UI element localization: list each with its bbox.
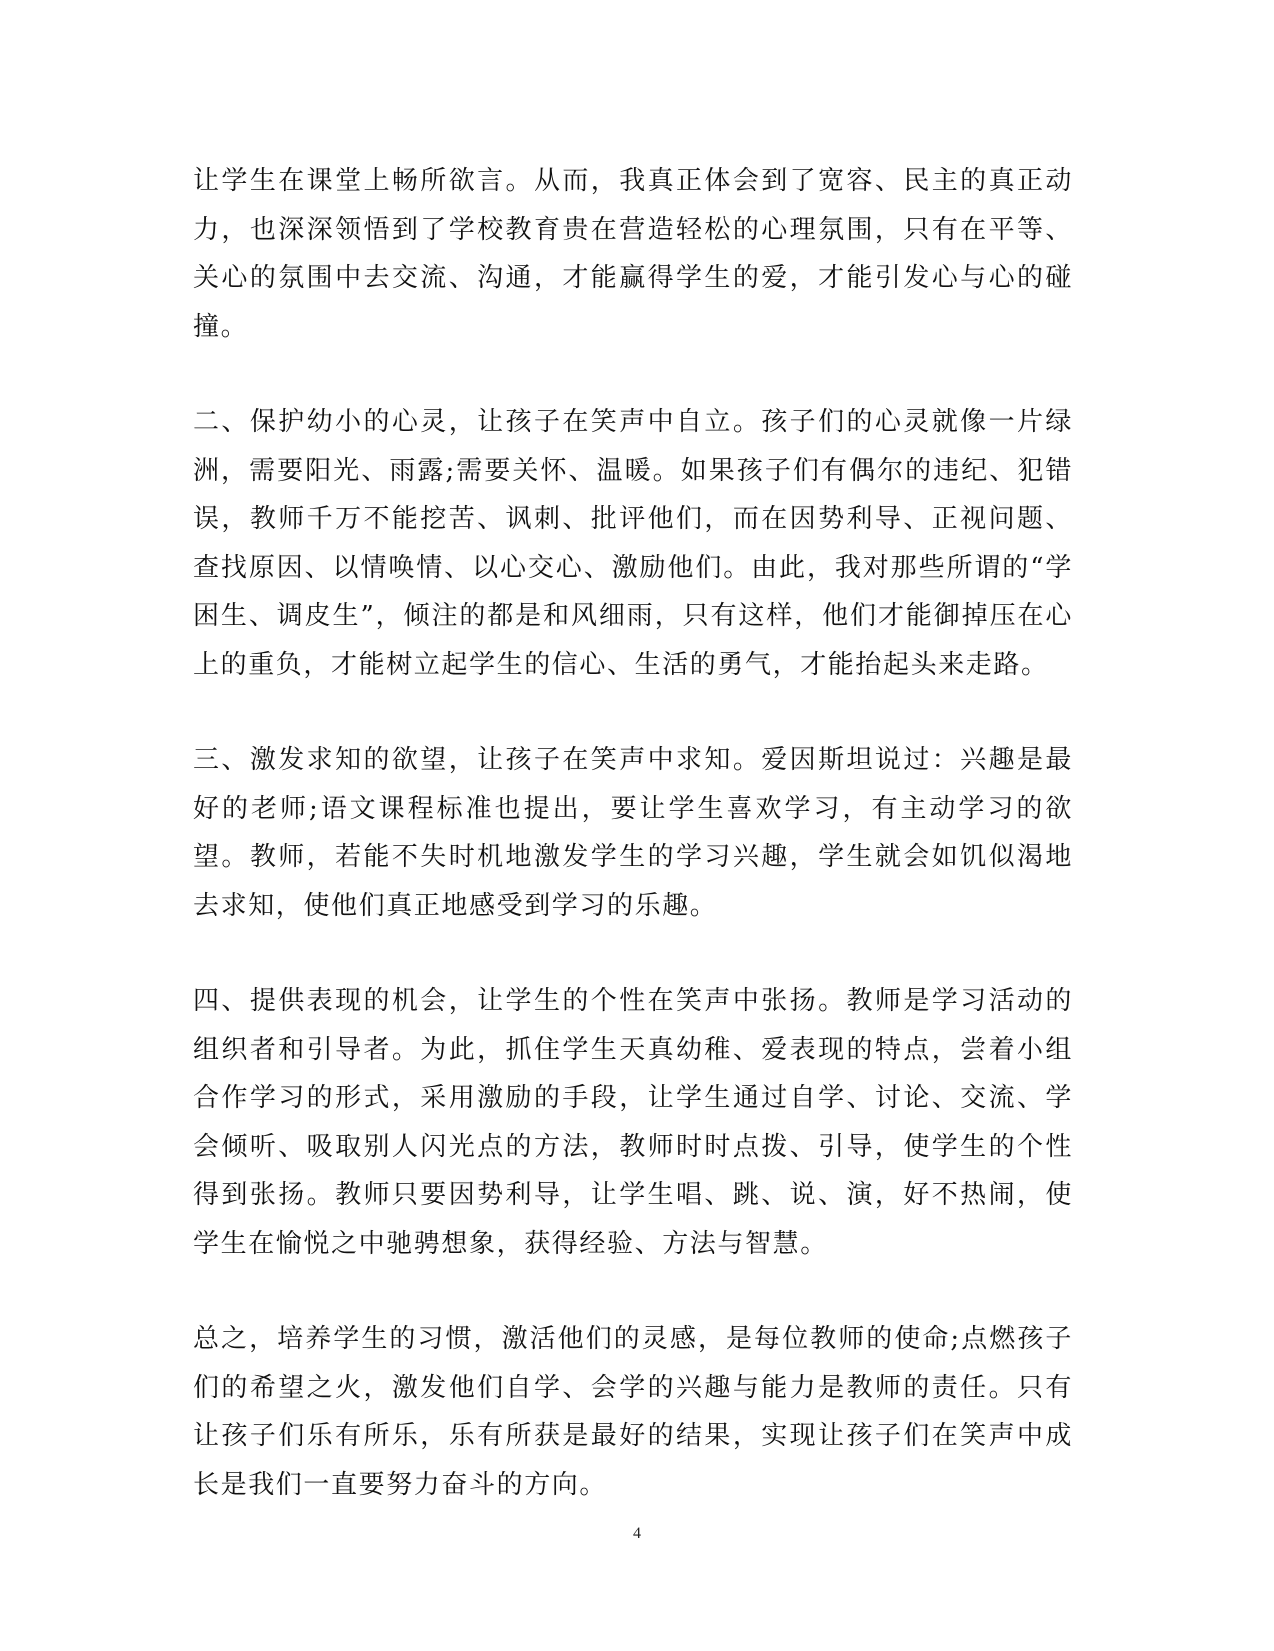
document-body bbox=[193, 157, 1073, 1556]
page-number: 4 bbox=[633, 1525, 641, 1542]
paragraph-section-four: 四、提供表现的机会，让学生的个性在笑声中张扬。教师是学习活动的组织者和引导者。为此，抓住学生天真幼稚、爱表现的特点，尝着小组合作学习的形式，采用激励的手段，让学生通过自学、讨论、交流、学会倾听、吸取别人闪光点的方法，教师时时点拨、引导，使学生的个性得到张扬。教师只要因势利导，让学生唱、跳、说、演，好不热闹，使学生在愉悦之中驰骋想象，获得经验、方法与智慧。 bbox=[193, 986, 1073, 1259]
paragraph-continuation: 让学生在课堂上畅所欲言。从而，我真正体会到了宽容、民主的真正动力，也深深领悟到了学校教育贵在营造轻松的心理氛围，只有在平等、关心的氛围中去交流、沟通，才能赢得学生的爱，才能引发心与心的碰撞。 bbox=[193, 166, 1073, 342]
paragraph-conclusion: 总之，培养学生的习惯，激活他们的灵感，是每位教师的使命;点燃孩子们的希望之火，激发他们自学、会学的兴趣与能力是教师的责任。只有让孩子们乐有所乐，乐有所获是最好的结果，实现让孩子们在笑声中成长是我们一直要努力奋斗的方向。 bbox=[193, 1324, 1073, 1500]
paragraph-section-three: 三、激发求知的欲望，让孩子在笑声中求知。爱因斯坦说过：兴趣是最好的老师;语文课程标准也提出，要让学生喜欢学习，有主动学习的欲望。教师，若能不失时机地激发学生的学习兴趣，学生就会如饥似渴地去求知，使他们真正地感受到学习的乐趣。 bbox=[193, 745, 1073, 921]
paragraph-section-two: 二、保护幼小的心灵，让孩子在笑声中自立。孩子们的心灵就像一片绿洲，需要阳光、雨露;需要关怀、温暖。如果孩子们有偶尔的违纪、犯错误，教师千万不能挖苦、讽刺、批评他们，而在因势利导、正视问题、查找原因、以情唤情、以心交心、激励他们。由此，我对那些所谓的“学困生、调皮生”，倾注的都是和风细雨，只有这样，他们才能御掉压在心上的重负，才能树立起学生的信心、生活的勇气，才能抬起头来走路。 bbox=[193, 407, 1073, 680]
